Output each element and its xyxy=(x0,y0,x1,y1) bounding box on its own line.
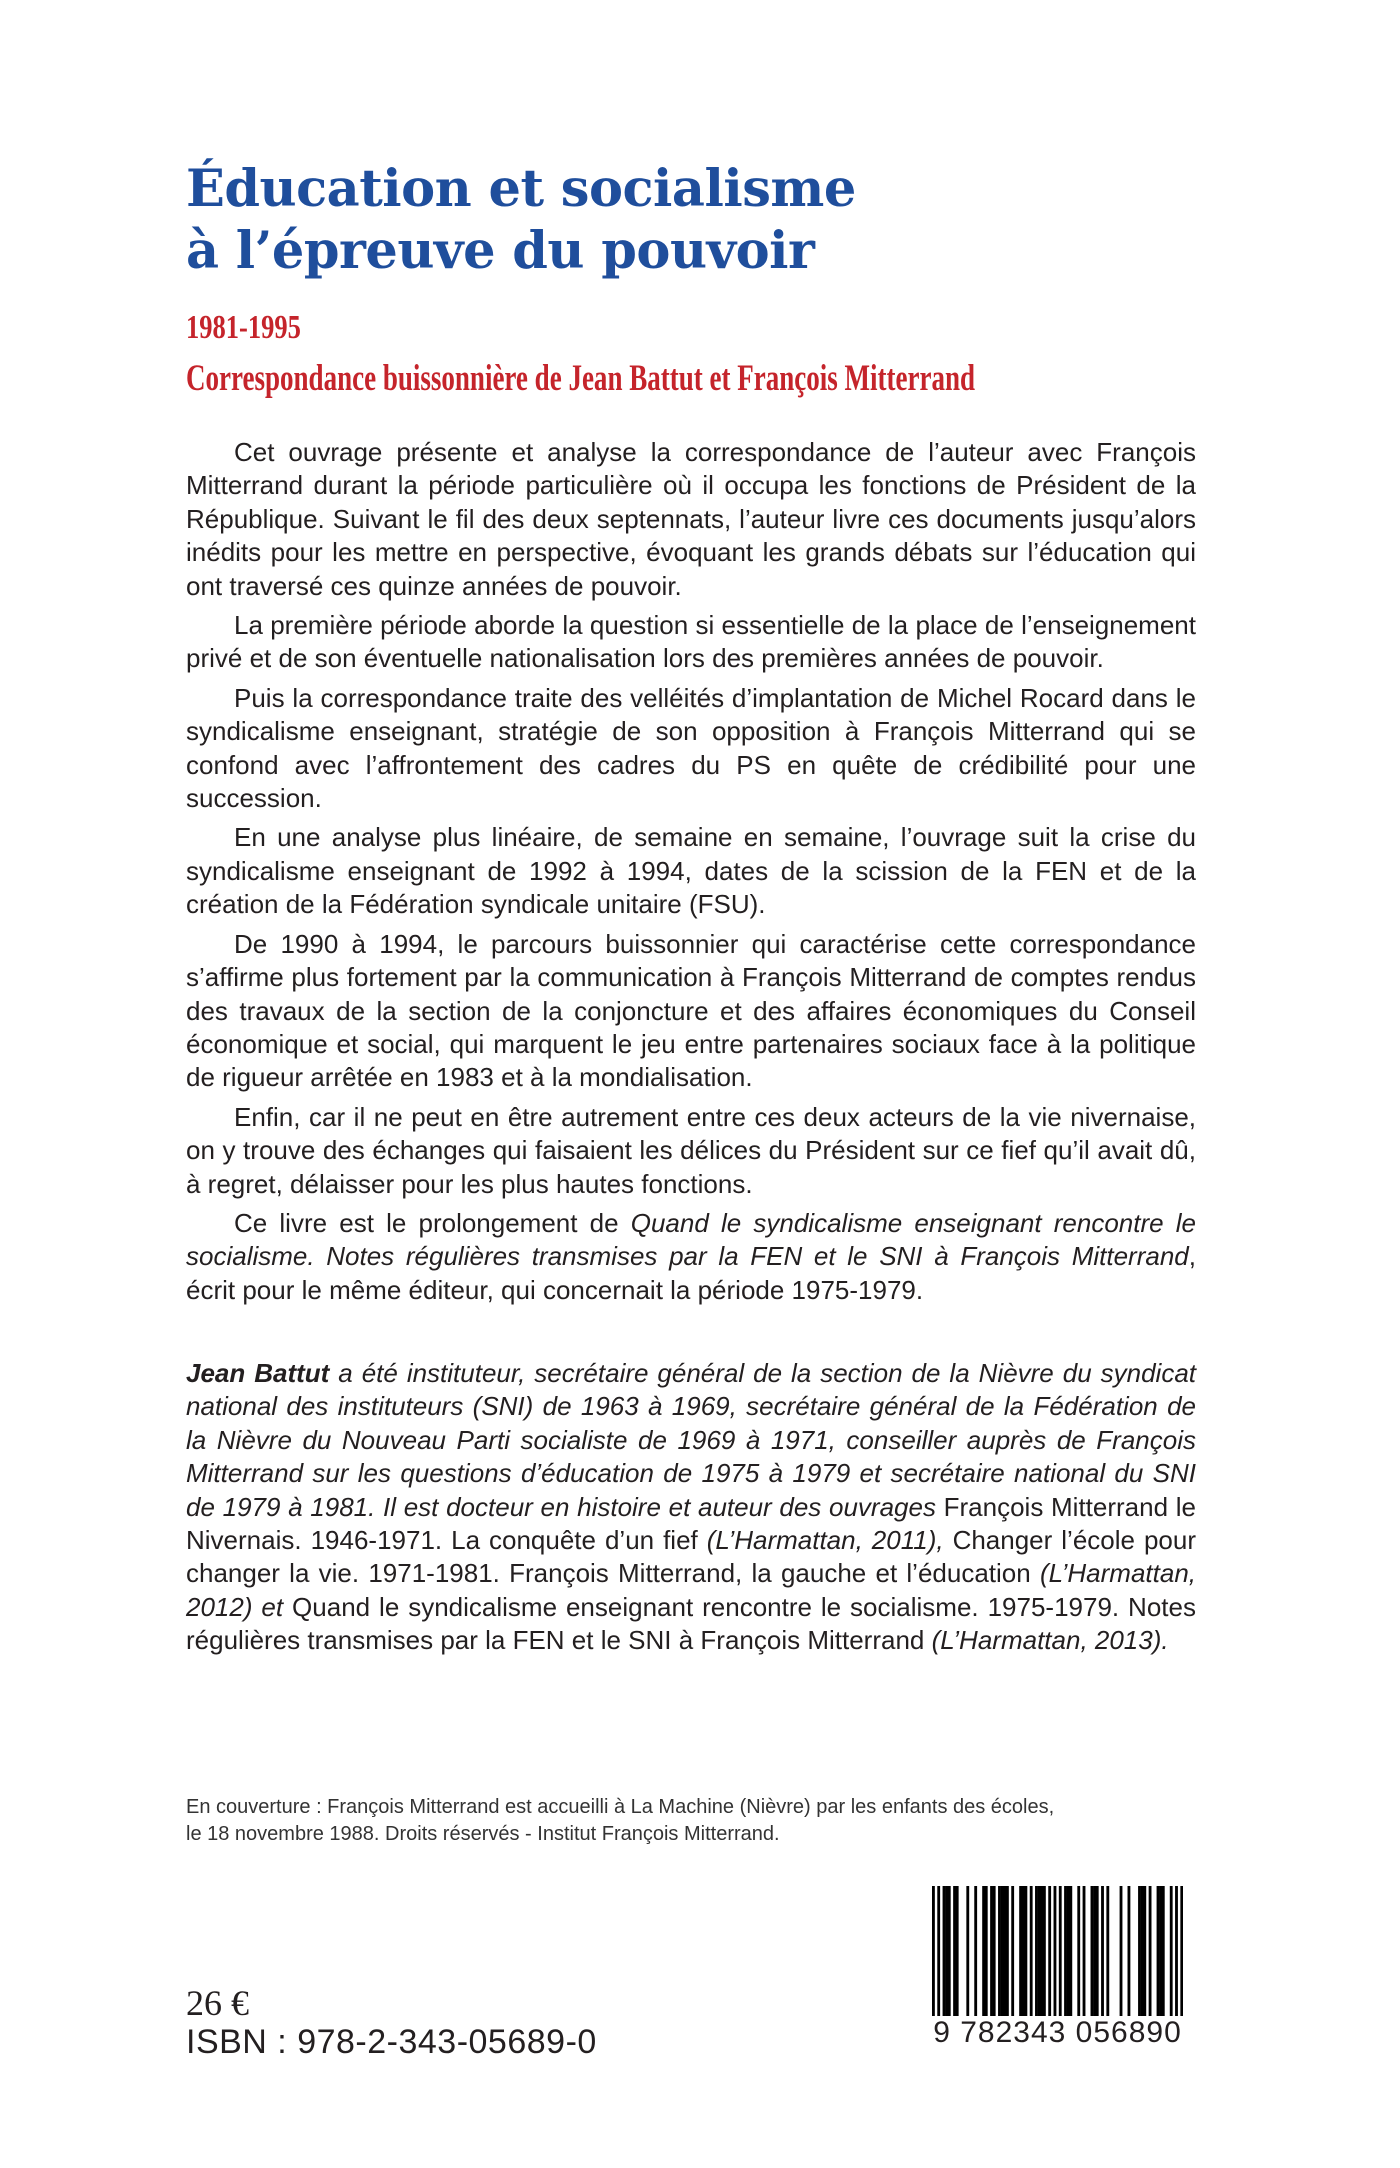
bio-publisher: (L’Harmattan, 2011), xyxy=(697,1525,953,1556)
barcode-bar xyxy=(1035,1886,1038,2018)
barcode-bar xyxy=(998,1886,1001,2018)
barcode-bar xyxy=(1003,1886,1006,2018)
summary-paragraph: Cet ouvrage présente et analyse la correspondance de l’auteur avec François Mitterrand durant la période particulière où il occupa les fonctions de Président de la République. Suivant le fil des deux septennats, l’auteur livre ces documents jusqu’alors inédits pour les mettre en perspective, évoquant les grands débats sur l’éducation qui ont traversé ces quinze années de pouvoir. xyxy=(186,437,1196,601)
barcode-bar xyxy=(932,1886,935,2018)
barcode-bar xyxy=(1096,1886,1099,2018)
barcode-bar xyxy=(1120,1886,1123,2018)
barcode-digits: 9 782343 056890 xyxy=(920,2016,1195,2050)
barcode-bar xyxy=(1175,1886,1178,2018)
barcode-bar xyxy=(1170,1886,1173,2018)
barcode-bar xyxy=(1040,1886,1043,2018)
summary-text xyxy=(186,436,1196,1313)
summary-text-run: Ce livre est le prolongement de xyxy=(234,1207,631,1238)
barcode-bar xyxy=(1030,1886,1033,2018)
subtitle-text: Correspondance buissonnière de Jean Battut et François Mitterrand xyxy=(186,358,976,399)
barcode-bar xyxy=(1101,1886,1104,2018)
barcode-bar xyxy=(1141,1886,1144,2018)
book-title-line-1: Éducation et socialisme xyxy=(186,159,856,219)
price: 26 € xyxy=(186,1983,249,2023)
bio-book-title: Changer l’école pour changer la vie. 1971-1981. François Mitterrand, la gauche et l’éducation xyxy=(186,1525,1196,1589)
barcode-bar xyxy=(1022,1886,1025,2018)
bio-book-title: François Mitterrand le Nivernais. 1946-1971. La conquête d’un fief xyxy=(186,1491,1196,1556)
barcode-bar xyxy=(1083,1886,1086,2018)
subtitle-years: 1981-1995 xyxy=(186,309,301,346)
book-title-line-2: à l’épreuve du pouvoir xyxy=(186,221,815,281)
barcode-bar xyxy=(953,1886,956,2018)
barcode-bar xyxy=(1011,1886,1014,2018)
barcode-bar xyxy=(1069,1886,1072,2018)
author-name: Jean Battut xyxy=(186,1358,330,1388)
barcode-bar xyxy=(993,1886,996,2018)
bio-text-run: a été instituteur, secrétaire général de la section de la Nièvre du syndicat national des instituteurs (SNI) de 1963 à 1969, secrétaire général de la Fédération de la Nièvre du Nouveau Parti socialiste de 1969 à 1971, conseiller auprès de François Mitterrand sur les questions d’éducation de 1975 à 1979 et secrétaire national du SNI de 1979 à 1981. Il est docteur en histoire et auteur des ouvrages xyxy=(186,1358,1196,1522)
barcode-bar xyxy=(982,1886,985,2018)
barcode-bar xyxy=(1038,1886,1041,2018)
barcode-bars-icon xyxy=(932,1886,1183,2018)
barcode-bar xyxy=(1091,1886,1094,2018)
summary-text-run: , écrit pour le même éditeur, qui concernait la période 1975-1979. xyxy=(186,1241,1196,1305)
barcode-bar xyxy=(1006,1886,1009,2018)
barcode-bar xyxy=(1138,1886,1141,2018)
barcode-bar xyxy=(1024,1886,1027,2018)
barcode-bar xyxy=(1159,1886,1162,2018)
barcode-bar xyxy=(1093,1886,1096,2018)
barcode-bar xyxy=(966,1886,969,2018)
barcode-bar xyxy=(1143,1886,1146,2018)
bio-publisher: (L’Harmattan, 2013). xyxy=(924,1625,1169,1656)
isbn: ISBN : 978-2-343-05689-0 xyxy=(186,2023,597,2061)
summary-paragraph: De 1990 à 1994, le parcours buissonnier qui caractérise cette correspondance s’affirme plus fortement par la communication à François Mitterrand de comptes rendus des travaux de la section de la conjoncture et des affaires économiques du Conseil économique et social, qui marquent le jeu entre partenaires sociaux face à la politique de rigueur arrêtée en 1983 et à la mondialisation. xyxy=(186,928,1196,1093)
summary-paragraph: En une analyse plus linéaire, de semaine en semaine, l’ouvrage suit la crise du syndicalisme enseignant de 1992 à 1994, dates de la scission de la FEN et de la création de la Fédération syndicale unitaire (FSU). xyxy=(186,822,1196,920)
summary-paragraph: Puis la correspondance traite des velléités d’implantation de Michel Rocard dans le syndicalisme enseignant, stratégie de son opposition à François Mitterrand qui se confond avec l’affrontement des cadres du PS en quête de crédibilité pour une succession. xyxy=(186,682,1196,814)
barcode-bar xyxy=(1149,1886,1152,2018)
barcode-bar xyxy=(1064,1886,1067,2018)
bio-book-title: Quand le syndicalisme enseignant rencontre le socialisme. 1975-1979. Notes régulières transmises par la FEN et le SNI à François Mitterrand xyxy=(186,1591,1196,1656)
barcode-bar xyxy=(937,1886,940,2018)
barcode-bar xyxy=(956,1886,959,2018)
cover-photo-credit xyxy=(186,1794,1196,1848)
summary-paragraph xyxy=(186,1207,1196,1307)
credit-line-2: le 18 novembre 1988. Droits réservés - Institut François Mitterrand. xyxy=(186,1823,780,1845)
barcode-bar xyxy=(943,1886,946,2018)
barcode-bar xyxy=(1067,1886,1070,2018)
barcode-bar xyxy=(1106,1886,1109,2018)
author-bio-paragraph xyxy=(186,1357,1196,1658)
barcode-bar xyxy=(1077,1886,1080,2018)
credit-line-1: En couverture : François Mitterrand est accueilli à La Machine (Nièvre) par les enfants des écoles, xyxy=(186,1796,1055,1818)
barcode-bar xyxy=(1019,1886,1022,2018)
barcode-bar xyxy=(1001,1886,1004,2018)
barcode-bar xyxy=(1128,1886,1131,2018)
barcode-bar xyxy=(948,1886,951,2018)
summary-paragraph: Enfin, car il ne peut en être autrement entre ces deux acteurs de la vie nivernaise, on y trouve des échanges qui faisaient les délices du Président sur ce fief qu’il avait dû, à regret, délaisser pour les plus hautes fonctions. xyxy=(186,1101,1196,1199)
barcode-bar xyxy=(1059,1886,1062,2018)
barcode xyxy=(920,1880,1195,2062)
summary-paragraph: La première période aborde la question si essentielle de la place de l’enseignement privé et de son éventuelle nationalisation lors des premières années de pouvoir. xyxy=(186,610,1196,674)
barcode-bar xyxy=(1043,1886,1046,2018)
bio-publisher: (L’Harmattan, 2012) et xyxy=(186,1558,1197,1622)
barcode-bar xyxy=(1048,1886,1051,2018)
book-title xyxy=(186,158,1236,282)
author-bio xyxy=(186,1357,1196,1658)
barcode-bar xyxy=(985,1886,988,2018)
barcode-bar xyxy=(990,1886,993,2018)
barcode-bar xyxy=(945,1886,948,2018)
barcode-bar xyxy=(1162,1886,1165,2018)
barcode-bar xyxy=(1180,1886,1183,2018)
referenced-book-title: Quand le syndicalisme enseignant rencontre le socialisme. Notes régulières transmises par la FEN et le SNI à François Mitterrand xyxy=(186,1207,1196,1272)
barcode-bar xyxy=(1054,1886,1057,2018)
barcode-bar xyxy=(1157,1886,1160,2018)
barcode-bar xyxy=(974,1886,977,2018)
